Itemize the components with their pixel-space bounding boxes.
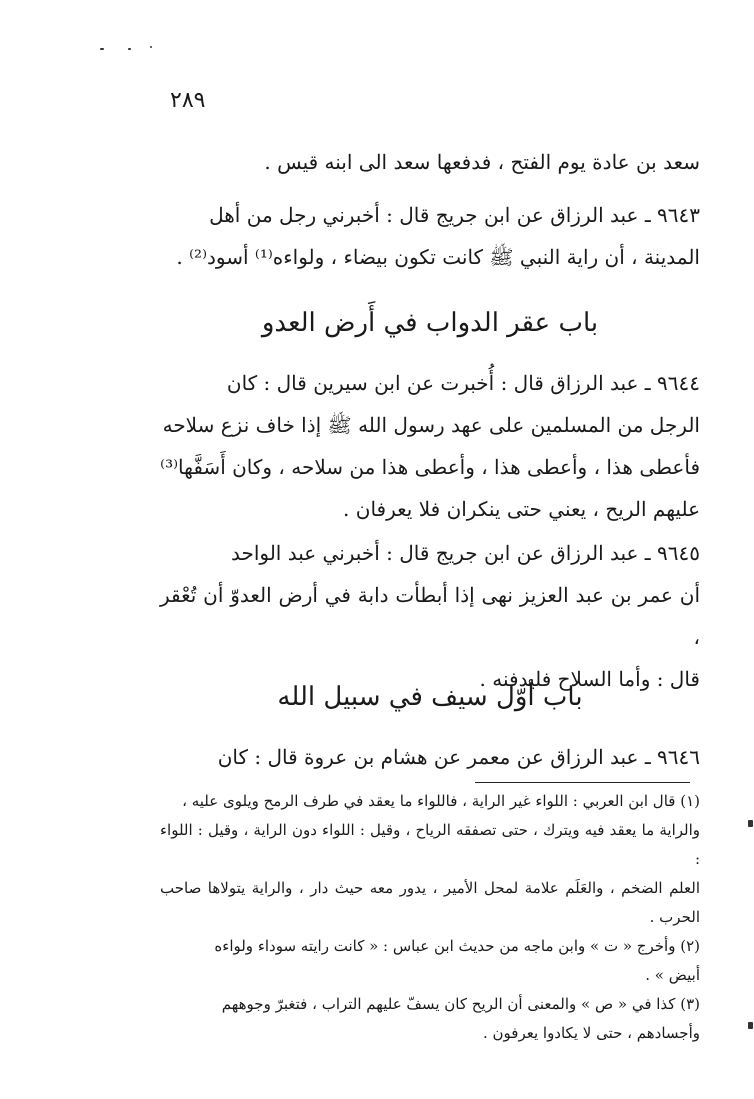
text-line: المدينة ، أن راية النبي ﷺ كانت تكون بيضاء ، ولواءه⁽¹⁾ أسود⁽²⁾ . xyxy=(176,245,700,269)
text-line: ٩٦٤٦ ـ عبد الرزاق عن معمر عن هشام بن عروة قال : كان xyxy=(217,745,700,769)
scan-speck xyxy=(748,1022,753,1029)
text-line: فأعطى هذا ، وأعطى هذا ، وأعطى هذا من سلاحه ، وكان أَسَفَّها⁽³⁾ xyxy=(160,455,700,479)
footnote-line: (١) قال ابن العربي : اللواء غير الراية ، فاللواء ما يعقد في طرف الرمح ويلوى عليه ، xyxy=(182,792,700,810)
scan-speck xyxy=(128,48,131,50)
paragraph-9645 xyxy=(160,532,700,700)
text-line: سعد بن عادة يوم الفتح ، فدفعها سعد الى ابنه قيس . xyxy=(264,150,700,174)
paragraph-9643 xyxy=(160,194,700,278)
scan-speck xyxy=(748,820,753,827)
footnote-line: (٢) وأخرج « ت » وابن ماجه من حديث ابن عباس : « كانت رايته سوداء ولواءه xyxy=(214,937,700,955)
paragraph-continuation xyxy=(160,141,700,183)
footnote-separator xyxy=(475,782,690,783)
text-line: الرجل من المسلمين على عهد رسول الله ﷺ إذا خاف نزع سلاحه xyxy=(162,413,700,437)
text-line: أن عمر بن عبد العزيز نهى إذا أبطأت دابة في أرض العدوّ أن تُعْقر ، xyxy=(160,583,700,649)
footnote-line: (٣) كذا في « ص » والمعنى أن الريح كان يسفّ عليهم التراب ، فتغبرّ وجوههم xyxy=(221,995,700,1013)
text-line: ٩٦٤٥ ـ عبد الرزاق عن ابن جريج قال : أخبرني عبد الواحد xyxy=(230,541,700,565)
text-line: قال : وأما السلاح فليدفنه . xyxy=(479,667,700,691)
footnote-line: والراية ما يعقد فيه ويترك ، حتى تصفقه الرياح ، وقيل : اللواء دون الراية ، وقيل : اللواء : xyxy=(160,821,700,868)
page-number: ٢٨٩ xyxy=(170,88,206,113)
footnote-line: العلم الضخم ، والعَلَم علامة لمحل الأمير ، يدور معه حيث دار ، والراية يتولاها صاحب الحرب . xyxy=(160,879,700,926)
paragraph-9644 xyxy=(160,362,700,530)
text-line: عليهم الريح ، يعني حتى ينكران فلا يعرفان . xyxy=(343,497,700,521)
section-heading-first-sword: باب أوّل سيف في سبيل الله xyxy=(277,682,583,712)
scan-speck xyxy=(100,48,104,50)
footnote-line: أبيض » . xyxy=(645,966,700,984)
footnotes xyxy=(160,787,700,1048)
section-heading-enemy-land: باب عقر الدواب في أَرض العدو xyxy=(261,308,599,338)
paragraph-9646 xyxy=(160,736,700,778)
footnote-line: وأجسادهم ، حتى لا يكادوا يعرفون . xyxy=(482,1024,700,1042)
text-line: ٩٦٤٤ ـ عبد الرزاق قال : أُخبرت عن ابن سيرين قال : كان xyxy=(226,371,700,395)
scan-speck xyxy=(150,46,152,48)
text-line: ٩٦٤٣ ـ عبد الرزاق عن ابن جريج قال : أخبرني رجل من أهل xyxy=(209,203,700,227)
